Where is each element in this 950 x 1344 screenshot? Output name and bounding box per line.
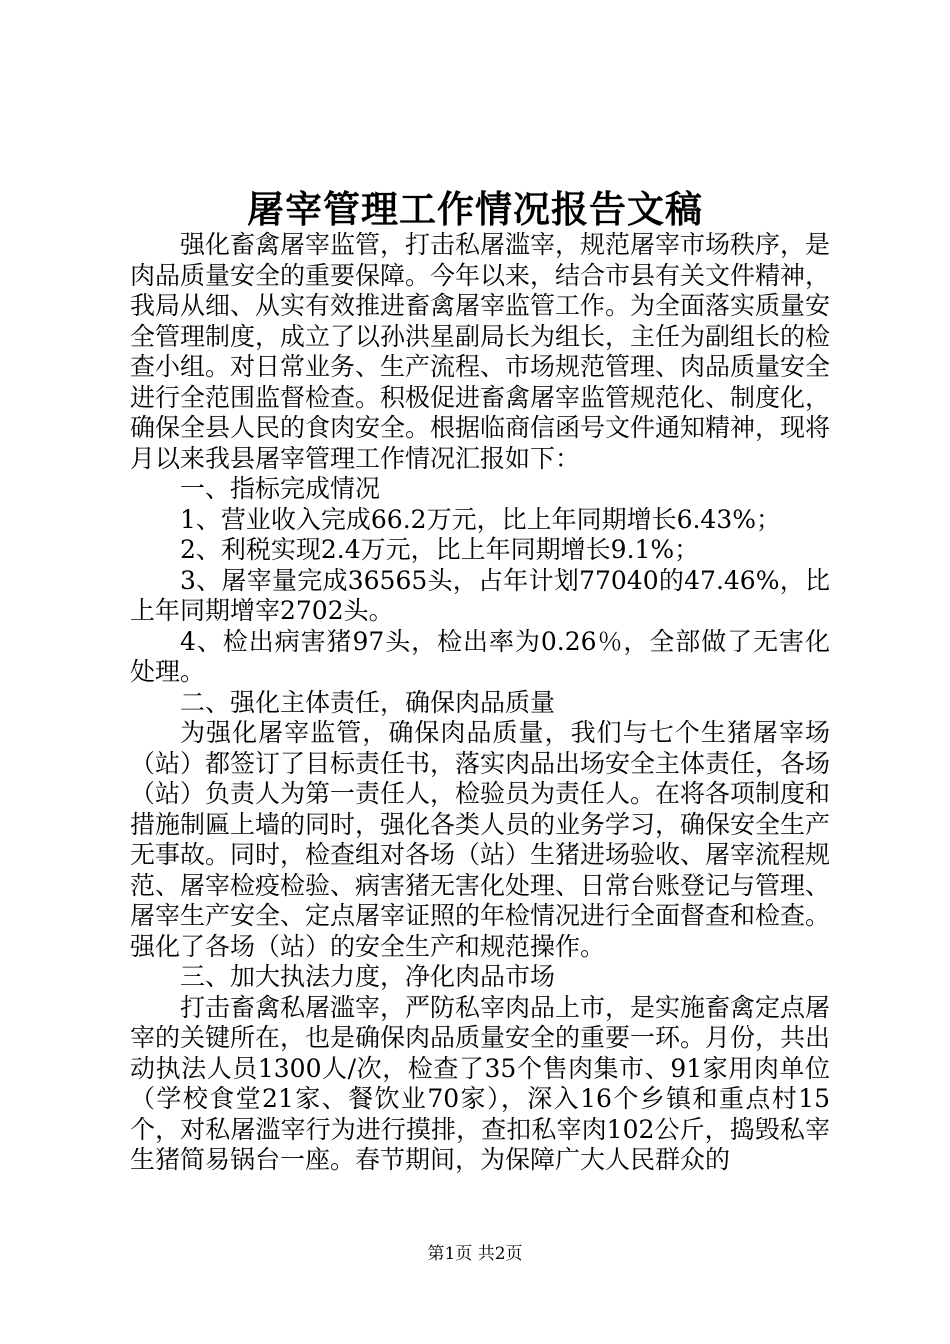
enforcement-paragraph: 打击畜禽私屠滥宰，严防私宰肉品上市，是实施畜禽定点屠宰的关键所在，也是确保肉品质量安全的重要一环。月份，共出动执法人员1300人/次，检查了35个售肉集市、91家用肉单位（学校食堂21家、餐饮业70家），深入16个乡镇和重点村15个，对私屠滥宰行为进行摸排，查扣私宰肉102公斤，捣毁私宰生猪简易锅台一座。春节期间，为保障广大人民群众的 <box>130 992 831 1174</box>
page-number-footer: 第1页 共2页 <box>427 1244 523 1264</box>
section-heading-indicators: 一、指标完成情况 <box>180 474 381 503</box>
section-heading-responsibility: 二、强化主体责任，确保肉品质量 <box>180 687 556 717</box>
indicator-item-4: 4、检出病害猪97头，检出率为0.26％，全部做了无害化处理。 <box>130 626 830 686</box>
responsibility-paragraph: 为强化屠宰监管，确保肉品质量，我们与七个生猪屠宰场（站）都签订了目标责任书，落实肉品出场安全主体责任，各场（站）负责人为第一责任人，检验员为责任人。在将各项制度和措施制匾上墙的同时，强化各类人员的业务学习，确保安全生产无事故。同时，检查组对各场（站）生猪进场验收、屠宰流程规范、屠宰检疫检验、病害猪无害化处理、日常台账登记与管理、屠宰生产安全、定点屠宰证照的年检情况进行全面督查和检查。强化了各场（站）的安全生产和规范操作。 <box>130 718 831 961</box>
section-heading-enforcement: 三、加大执法力度，净化肉品市场 <box>180 962 556 991</box>
indicator-item-1: 1、营业收入完成66.2万元，比上年同期增长6.43%； <box>180 504 781 534</box>
document-body <box>130 230 830 1176</box>
indicator-item-2: 2、利税实现2.4万元，比上年同期增长9.1%； <box>180 535 700 564</box>
intro-paragraph: 强化畜禽屠宰监管，打击私屠滥宰，规范屠宰市场秩序，是肉品质量安全的重要保障。今年以来，结合市县有关文件精神，我局从细、从实有效推进畜禽屠宰监管工作。为全面落实质量安全管理制度，成立了以孙洪星副局长为组长，主任为副组长的检查小组。对日常业务、生产流程、市场规范管理、肉品质量安全进行全范围监督检查。积极促进畜禽屠宰监管规范化、制度化，确保全县人民的食肉安全。根据临商信函号文件通知精神，现将月以来我县屠宰管理工作情况汇报如下： <box>130 230 831 473</box>
document-title: 屠宰管理工作情况报告文稿 <box>247 187 703 231</box>
indicator-item-3: 3、屠宰量完成36565头，占年计划77040的47.46%，比上年同期增宰2702头。 <box>130 565 830 625</box>
